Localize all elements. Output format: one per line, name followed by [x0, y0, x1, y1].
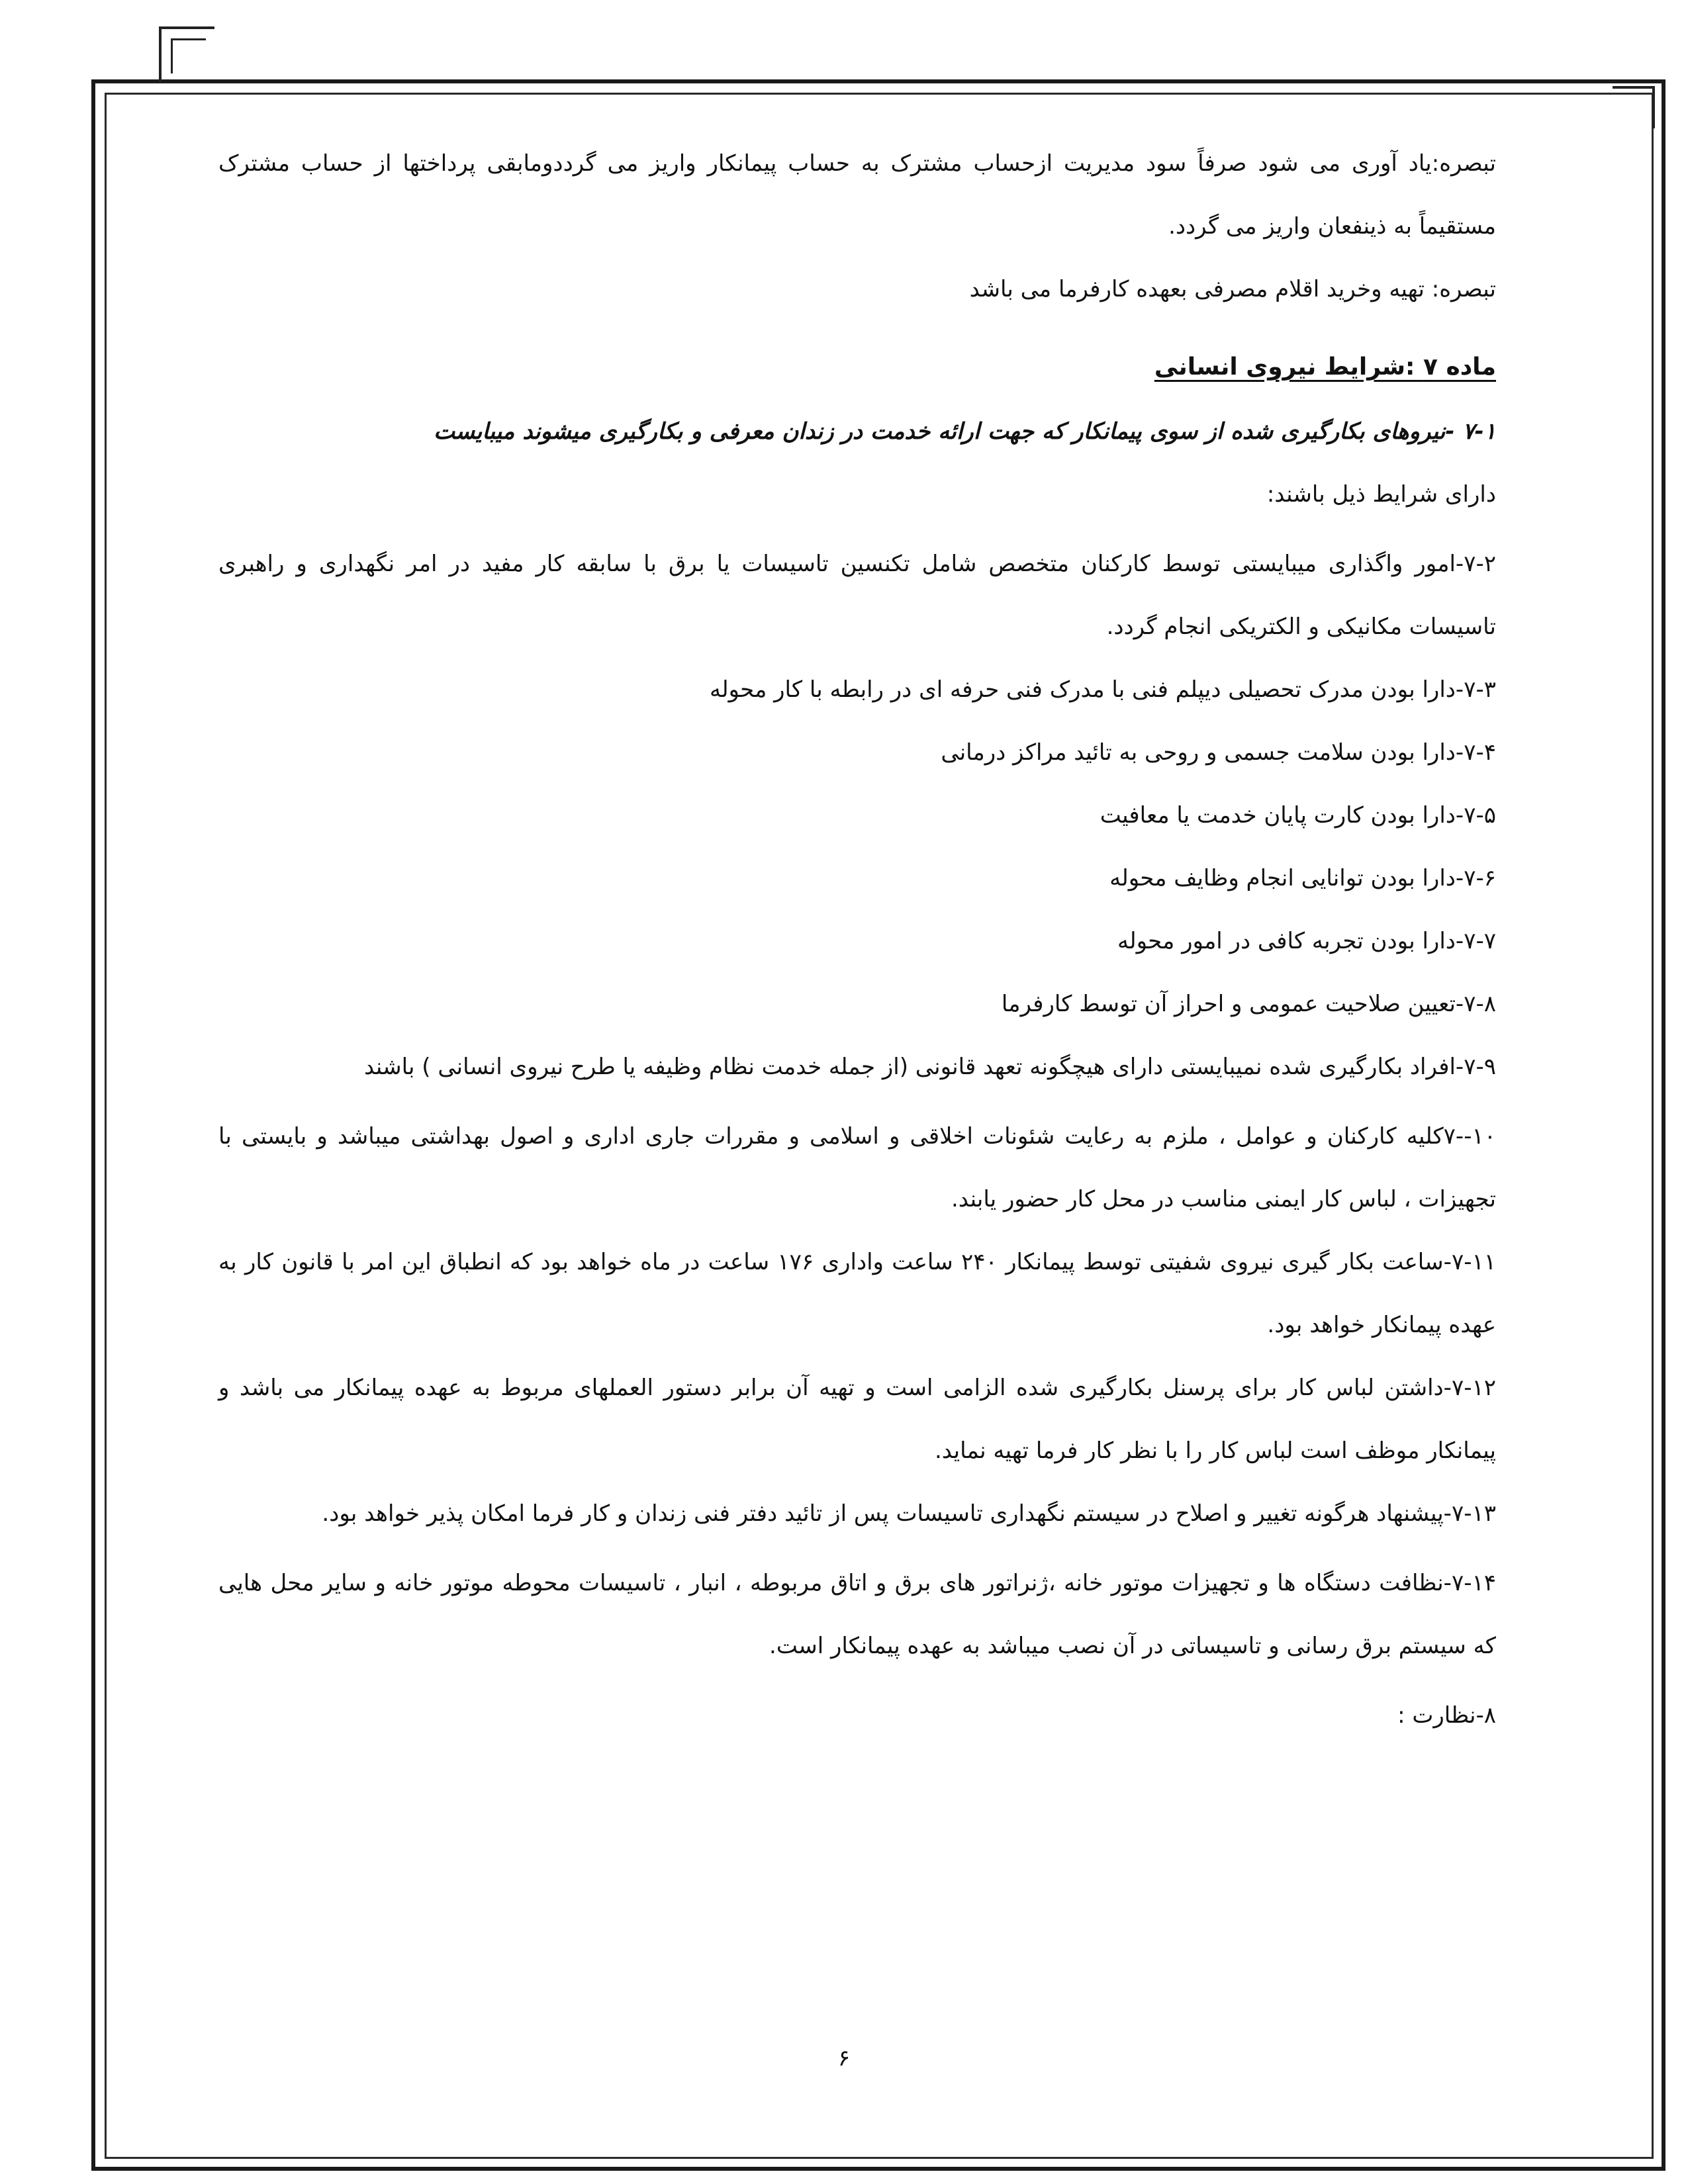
list-item: ۷-۷-دارا بودن تجربه کافی در امور محوله — [1117, 928, 1496, 954]
next-section-heading: ۸-نظارت : — [1397, 1702, 1496, 1729]
intro-tail: دارای شرایط ذیل باشند: — [1266, 481, 1496, 508]
document-body — [218, 132, 1496, 1747]
list-item: ۱۰--۷کلیه کارکنان و عوامل ، ملزم به رعایت شئونات اخلاقی و اسلامی و مقررات جاری اداری و اصول بهداشتی میباشد و بایستی با تجهیزات ، لباس کار ایمنی مناسب در محل کار حضور یابند. — [218, 1123, 1496, 1212]
list-item: ۷-۱۴-نظافت دستگاه ها و تجهیزات موتور خانه ،ژنراتور های برق و اتاق مربوطه ، انبار ، تاسیسات محوطه موتور خانه و سایر محل هایی که سیستم برق رسانی و تاسیساتی در آن نصب میباشد به عهده پیمانکار است. — [218, 1570, 1496, 1659]
list-item: ۷-۸-تعیین صلاحیت عمومی و احراز آن توسط کارفرما — [1001, 991, 1496, 1017]
list-item: ۷-۱۱-ساعت بکار گیری نیروی شفیتی توسط پیمانکار ۲۴۰ ساعت واداری ۱۷۶ ساعت در ماه خواهد بود که انطباق این امر با قانون کار به عهده پیمانکار خواهد بود. — [218, 1249, 1496, 1338]
note-paragraph: تبصره: تهیه وخرید اقلام مصرفی بعهده کارفرما می باشد — [969, 276, 1496, 302]
list-item: ۷-۴-دارا بودن سلامت جسمی و روحی به تائید مراکز درمانی — [941, 739, 1496, 766]
section-heading — [218, 334, 1496, 400]
corner-ornament-inner — [171, 38, 206, 73]
note-paragraph: تبصره:یاد آوری می شود صرفاً سود مدیریت ازحساب مشترک به حساب پیمانکار واریز می گرددومابقی پرداختها از حساب مشترک مستقیماً به ذینفعان واریز می گردد. — [218, 150, 1496, 240]
list-item: ۷-۱۲-داشتن لباس کار برای پرسنل بکارگیری شده الزامی است و تهیه آن برابر دستور العملهای مربوط به عهده پیمانکار می باشد و پیمانکار موظف است لباس کار را با نظر کار فرما تهیه نماید. — [218, 1375, 1496, 1464]
section-title: ماده ۷ :شرایط نیروی انسانی — [1154, 353, 1496, 381]
corner-ornament-right — [1613, 86, 1655, 128]
list-item: ۷-۶-دارا بودن توانایی انجام وظایف محوله — [1109, 865, 1496, 891]
page-number: ۶ — [837, 2045, 851, 2071]
intro-paragraph: ۷-۱ -نیروهای بکارگیری شده از سوی پیمانکار که جهت ارائه خدمت در زندان معرفی و بکارگیری میشوند میبایست — [434, 418, 1496, 445]
list-item: ۷-۱۳-پیشنهاد هرگونه تغییر و اصلاح در سیستم نگهداری تاسیسات پس از تائید دفتر فنی زندان و کار فرما امکان پذیر خواهد بود. — [322, 1500, 1496, 1527]
list-item: ۷-۹-افراد بکارگیری شده نمیبایستی دارای هیچگونه تعهد قانونی (از جمله خدمت نظام وظیفه یا طرح نیروی انسانی ) باشند — [364, 1054, 1496, 1080]
list-item: ۷-۳-دارا بودن مدرک تحصیلی دیپلم فنی با مدرک فنی حرفه ای در رابطه با کار محوله — [709, 676, 1496, 703]
list-item: ۷-۲-امور واگذاری میبایستی توسط کارکنان متخصص شامل تکنسین تاسیسات یا برق با سابقه کار مفید در امر نگهداری و راهبری تاسیسات مکانیکی و الکتریکی انجام گردد. — [218, 551, 1496, 640]
list-item: ۷-۵-دارا بودن کارت پایان خدمت یا معافیت — [1100, 802, 1496, 829]
